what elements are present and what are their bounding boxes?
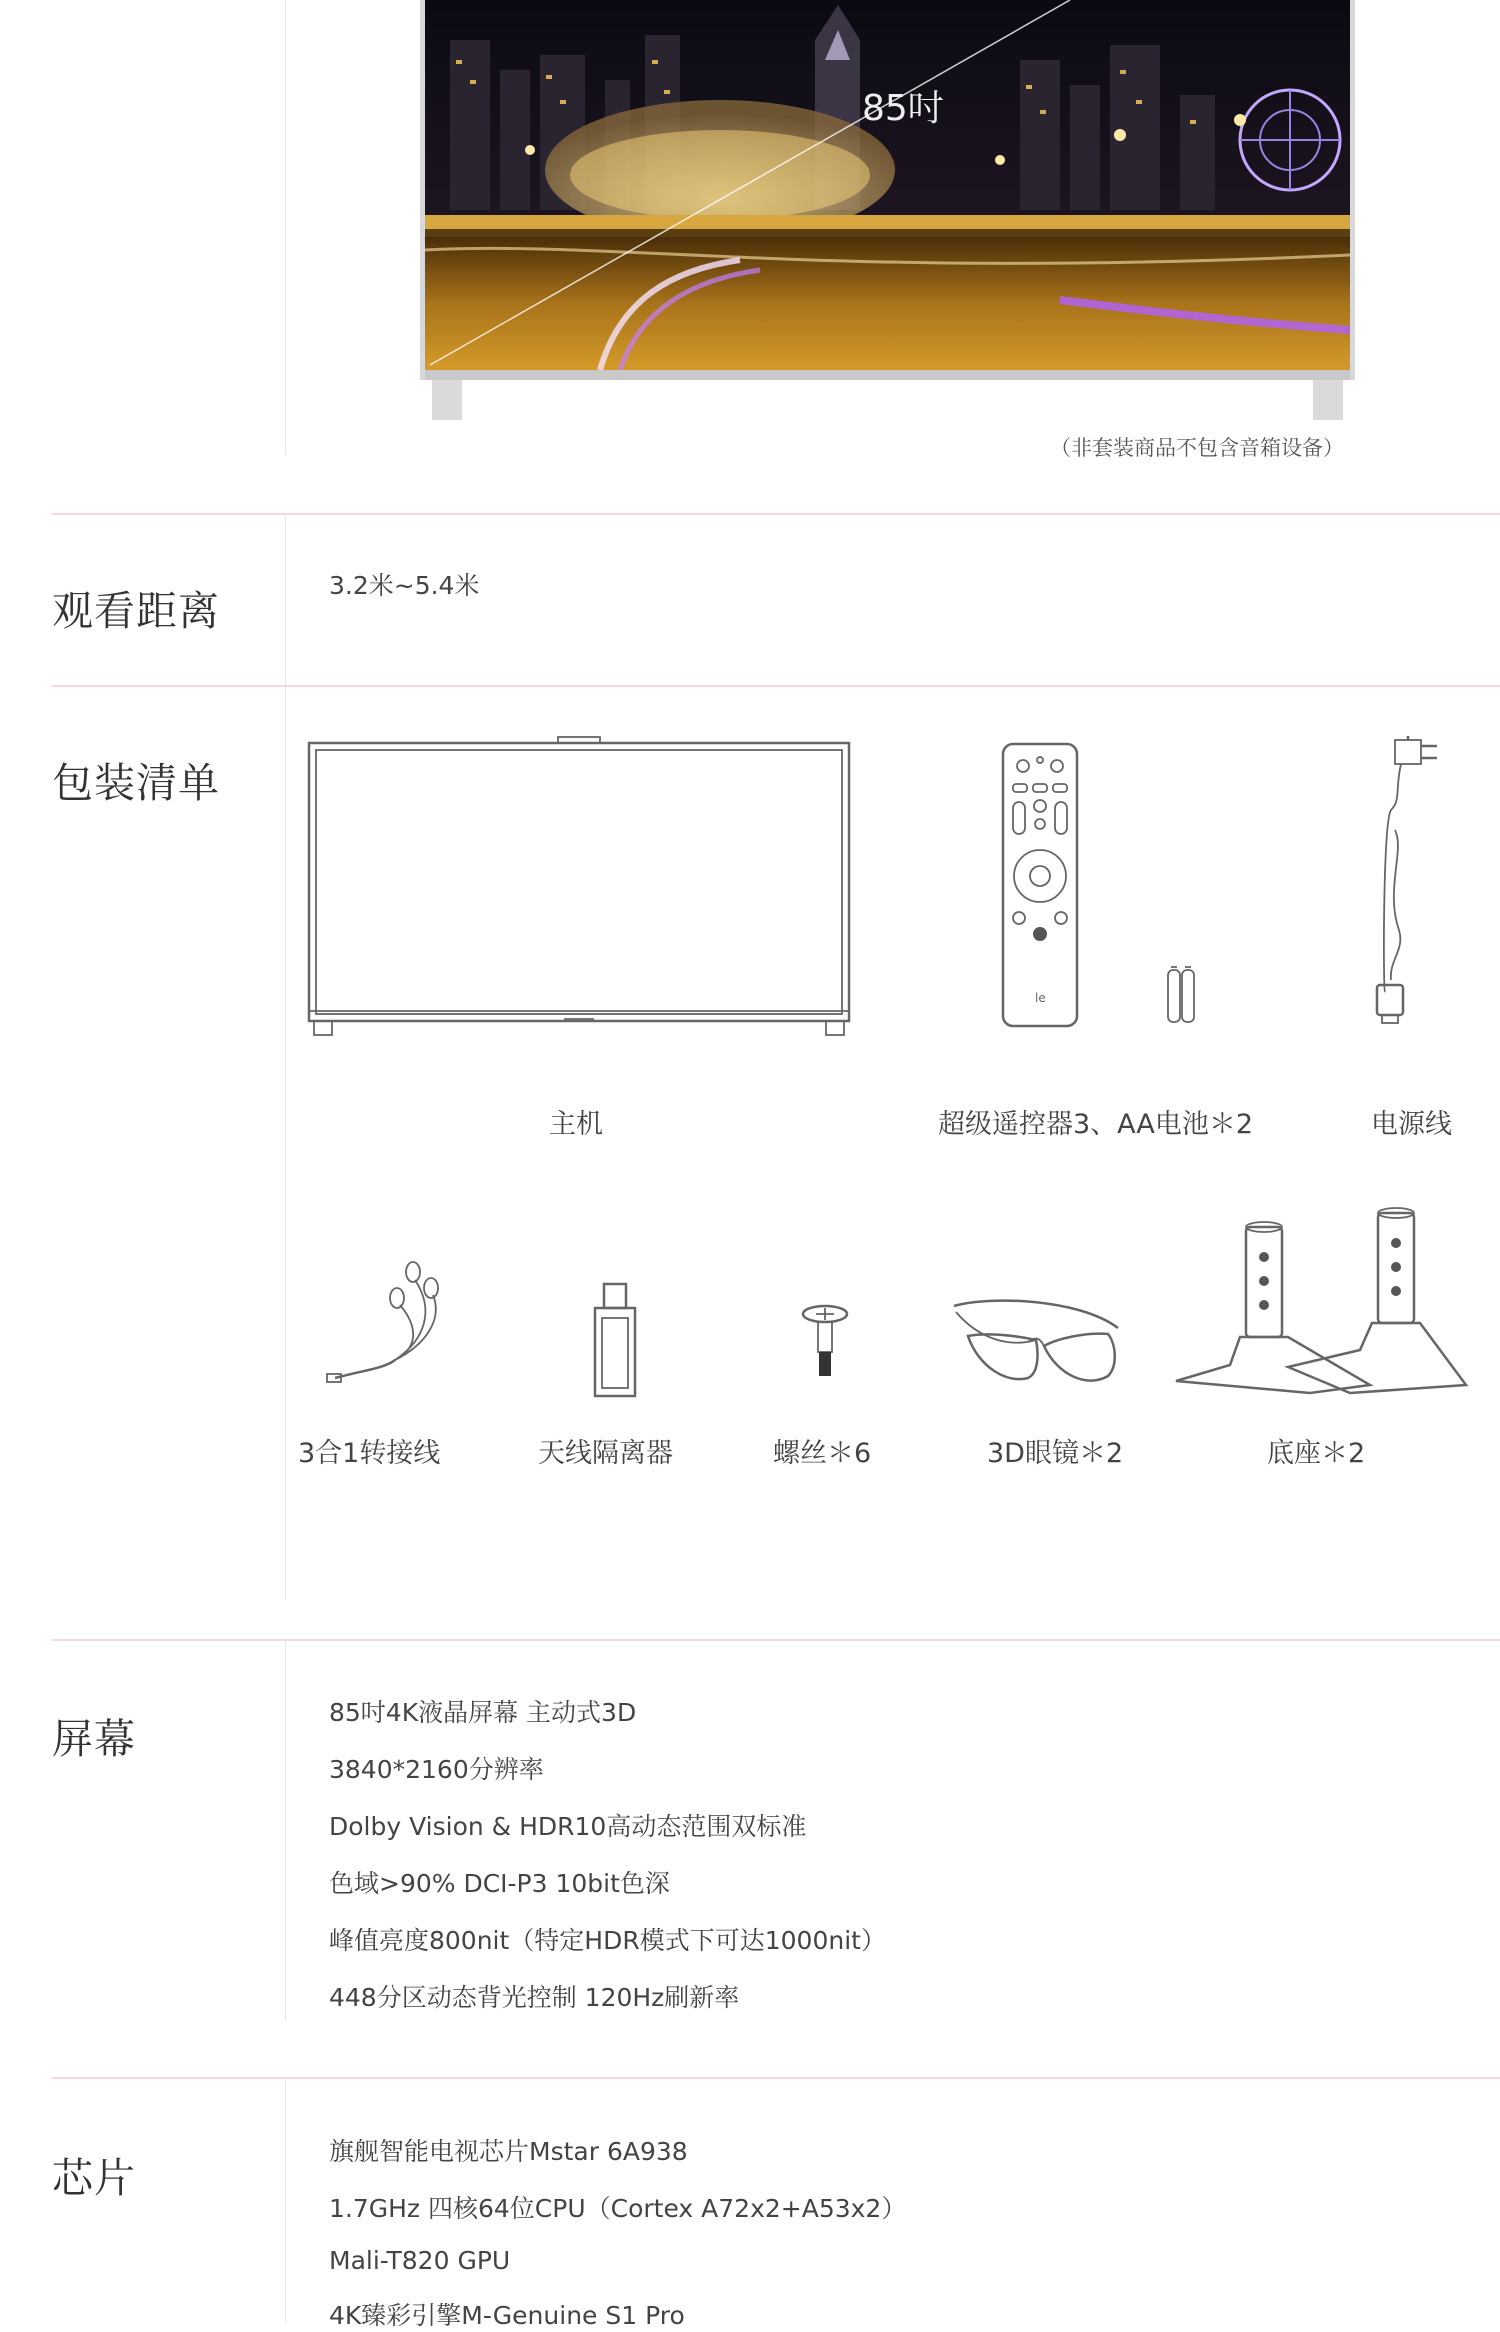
section-title-package-list: 包装清单 bbox=[52, 759, 220, 807]
package-item-label: 底座＊2 bbox=[1267, 1438, 1366, 1469]
label-column-divider bbox=[285, 1641, 286, 2020]
screen-spec-line: 3840*2160分辨率 bbox=[329, 1755, 544, 1784]
divider bbox=[52, 513, 1500, 515]
screen-spec-line: 448分区动态背光控制 120Hz刷新率 bbox=[329, 1983, 740, 2012]
stand-icon bbox=[1170, 1205, 1470, 1405]
package-item-label: 螺丝＊6 bbox=[773, 1438, 872, 1469]
screw-icon bbox=[800, 1302, 850, 1380]
label-column-divider bbox=[285, 0, 286, 455]
package-item-label: 3D眼镜＊2 bbox=[987, 1438, 1124, 1469]
chip-spec-line: 4K臻彩引擎M-Genuine S1 Pro bbox=[329, 2301, 685, 2330]
section-title-viewing-distance: 观看距离 bbox=[52, 587, 220, 635]
power-cord-icon bbox=[1355, 730, 1450, 1030]
hero-size-label: 85吋 bbox=[862, 88, 944, 129]
screen-spec-line: 峰值亮度800nit（特定HDR模式下可达1000nit） bbox=[329, 1926, 886, 1955]
hero-tv-image bbox=[420, 0, 1355, 430]
divider bbox=[52, 2077, 1500, 2079]
package-item-label: 主机 bbox=[549, 1109, 603, 1140]
remote-battery-icon bbox=[995, 740, 1215, 1030]
package-item-label: 超级遥控器3、AA电池＊2 bbox=[938, 1109, 1254, 1140]
section-title-chip: 芯片 bbox=[52, 2154, 136, 2202]
tv-icon bbox=[306, 736, 852, 1041]
chip-spec-line: Mali-T820 GPU bbox=[329, 2246, 511, 2275]
hero-disclaimer: （非套装商品不包含音箱设备） bbox=[1050, 436, 1344, 460]
screen-spec-line: Dolby Vision & HDR10高动态范围双标准 bbox=[329, 1812, 807, 1841]
package-item-label: 3合1转接线 bbox=[298, 1438, 441, 1469]
screen-spec-line: 85吋4K液晶屏幕 主动式3D bbox=[329, 1698, 637, 1727]
section-title-screen: 屏幕 bbox=[52, 1715, 136, 1763]
chip-spec-line: 旗舰智能电视芯片Mstar 6A938 bbox=[329, 2137, 688, 2166]
chip-spec-line: 1.7GHz 四核64位CPU（Cortex A72x2+A53x2） bbox=[329, 2194, 907, 2223]
viewing-distance-value: 3.2米~5.4米 bbox=[329, 571, 480, 600]
label-column-divider bbox=[285, 515, 286, 685]
package-item-label: 电源线 bbox=[1371, 1109, 1452, 1140]
package-item-label: 天线隔离器 bbox=[538, 1438, 673, 1469]
screen-spec-line: 色域>90% DCI-P3 10bit色深 bbox=[329, 1869, 670, 1898]
adapter-cable-icon bbox=[325, 1250, 455, 1390]
svg-text:le: le bbox=[1035, 991, 1046, 1005]
divider bbox=[52, 685, 1500, 687]
3d-glasses-icon bbox=[948, 1288, 1124, 1398]
antenna-isolator-icon bbox=[590, 1278, 640, 1400]
divider bbox=[52, 1639, 1500, 1641]
label-column-divider bbox=[285, 687, 286, 1600]
label-column-divider bbox=[285, 2079, 286, 2322]
